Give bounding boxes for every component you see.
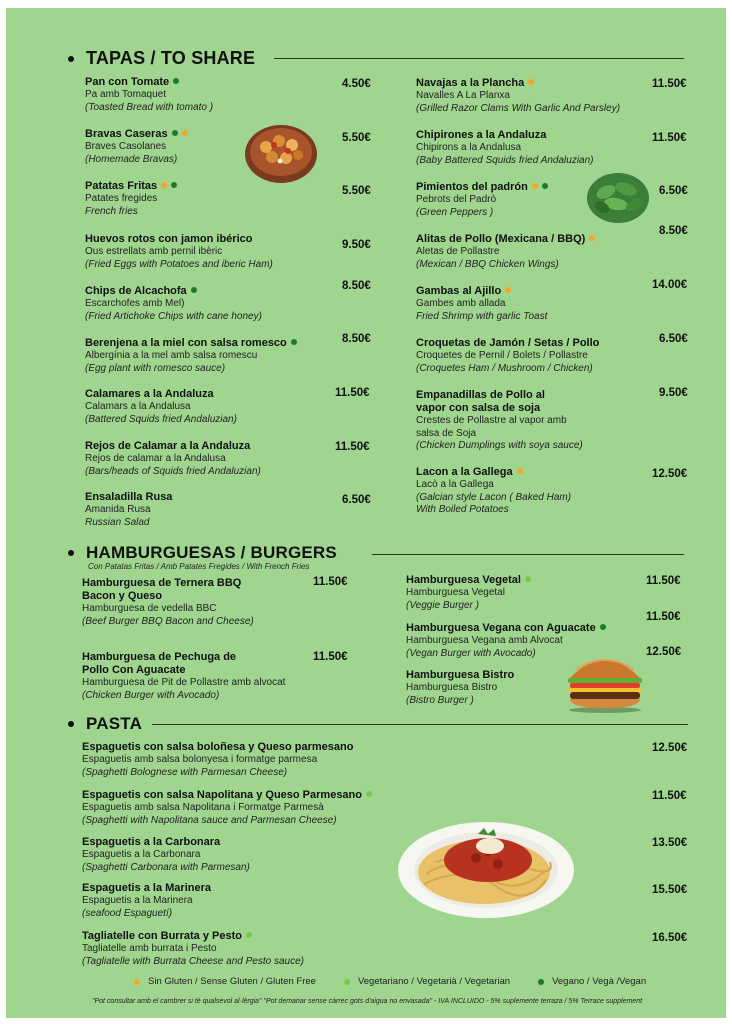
item-english: (Mexican / BBQ Chicken Wings) [416, 258, 559, 270]
item-catalan: Albergínia a la mel amb salsa romescu [85, 350, 258, 361]
pasta-section-header [68, 714, 142, 734]
menu-item [85, 285, 335, 323]
vegetarian-icon [366, 791, 372, 797]
item-name-text: Hamburguesa Vegetal [406, 574, 521, 586]
item-english: (Grilled Razor Clams With Garlic And Parsley) [416, 102, 621, 114]
item-english: (Baby Battered Squids fried Andaluzian) [416, 154, 594, 166]
vegetarian-icon [525, 576, 531, 582]
legend-vegetarian [344, 976, 510, 987]
item-catalan-line2: salsa de Soja [416, 427, 477, 439]
tapas-title: TAPAS / TO SHARE [86, 48, 256, 68]
item-price: 11.50€ [652, 790, 687, 802]
item-name-line2: Pollo Con Aguacate [82, 664, 186, 676]
item-name-text: Gambas al Ajillo [416, 285, 502, 297]
burgers-subtitle: Con Patatas Fritas / Amb Patates Fregides / With French Fries [88, 562, 310, 571]
item-english: (Spaghetti with Napolitana sauce and Parmesan Cheese) [82, 814, 337, 826]
gluten-free-icon [517, 468, 523, 474]
legend-gluten-free-label: Sin Gluten / Sense Gluten / Gluten Free [148, 976, 316, 987]
burgers-section-header [68, 543, 337, 563]
section-divider [274, 58, 684, 59]
item-name [416, 285, 656, 298]
item-price: 8.50€ [342, 333, 371, 345]
menu-item [406, 669, 566, 707]
item-catalan: Lacò a la Gallega [416, 479, 494, 490]
item-catalan: Espaguetis a la Marinera [82, 895, 193, 906]
item-english: (Spaghetti Bolognese with Parmesan Cheese) [82, 766, 288, 778]
gluten-free-icon [134, 979, 140, 985]
item-name [406, 574, 646, 587]
item-price: 12.50€ [652, 742, 688, 754]
item-catalan: Hamburguesa de vedella BBC [82, 603, 217, 614]
bullet-icon [68, 721, 74, 727]
menu-item [82, 836, 382, 874]
item-catalan: Tagliatelle amb burrata i Pesto [82, 943, 217, 954]
item-catalan: Rejos de calamar a la Andalusa [85, 453, 226, 464]
item-name-text: Navajas a la Plancha [416, 77, 525, 89]
menu-item [416, 129, 656, 167]
item-english: (Galcian style Lacon ( Baked Ham) [416, 491, 572, 503]
menu-item [416, 466, 656, 517]
item-price: 12.50€ [652, 468, 688, 480]
item-catalan: Hamburguesa Vegetal [406, 587, 505, 598]
item-price: 5.50€ [342, 132, 371, 144]
item-english: (Vegan Burger with Avocado) [406, 647, 536, 659]
item-english: (Homemade Bravas) [85, 153, 178, 165]
item-name: Huevos rotos con jamon ibérico [85, 233, 253, 245]
item-name: Hamburguesa Bistro [406, 669, 515, 681]
item-price: 14.00€ [652, 279, 688, 291]
menu-item [85, 233, 335, 271]
item-name: Empanadillas de Pollo al [416, 389, 545, 401]
menu-item [85, 337, 345, 375]
menu-item [416, 285, 656, 323]
gluten-free-icon [505, 287, 511, 293]
gluten-free-icon [182, 130, 188, 136]
gluten-free-icon [528, 79, 534, 85]
item-catalan: Gambes amb allada [416, 298, 506, 309]
item-catalan: Patates fregides [85, 193, 158, 204]
item-name: Espaguetis a la Carbonara [82, 836, 221, 848]
padron-peppers-photo [586, 172, 650, 229]
item-english: (Bistro Burger ) [406, 694, 474, 706]
gluten-free-icon [532, 183, 538, 189]
item-name [85, 76, 335, 89]
item-name: Rejos de Calamar a la Andaluza [85, 440, 251, 452]
item-english: (seafood Espaguetí) [82, 907, 173, 919]
item-name [82, 930, 402, 943]
item-catalan: Hamburguesa Bistro [406, 682, 498, 693]
item-name [406, 622, 646, 635]
menu-item [416, 77, 656, 115]
item-english: (Battered Squids fried Andaluzian) [85, 413, 237, 425]
vegan-icon [171, 182, 177, 188]
item-catalan: Espaguetis amb salsa Napolitana i Formatge Parmesà [82, 802, 324, 813]
item-name-line2: vapor con salsa de soja [416, 402, 541, 414]
item-price: 11.50€ [313, 576, 348, 588]
item-price: 15.50€ [652, 884, 688, 896]
item-price: 11.50€ [335, 441, 370, 453]
item-name-text: Tagliatelle con Burrata y Pesto [82, 930, 242, 942]
item-price: 9.50€ [342, 239, 371, 251]
item-catalan: Pa amb Tomaquet [85, 89, 166, 100]
item-catalan: Hamburguesa de Pit de Pollastre amb alvocat [82, 677, 286, 688]
item-name: Espaguetis con salsa boloñesa y Queso parmesano [82, 741, 354, 753]
item-catalan: Escarchofes amb Mel) [85, 298, 185, 309]
item-english: French fries [85, 205, 138, 217]
vegan-icon [191, 287, 197, 293]
menu-item [82, 741, 482, 779]
bullet-icon [68, 550, 74, 556]
item-name [85, 285, 335, 298]
item-name-text: Alitas de Pollo (Mexicana / BBQ) [416, 233, 586, 245]
item-name [82, 789, 502, 802]
section-divider [152, 724, 688, 725]
vegetarian-icon [344, 979, 350, 985]
item-name: Chipirones a la Andaluza [416, 129, 547, 141]
item-catalan: Croquetes de Pernil / Bolets / Pollastre [416, 350, 588, 361]
item-english-line2: With Boiled Potatoes [416, 504, 509, 515]
item-catalan: Pebrots del Padrò [416, 194, 497, 205]
menu-item [82, 651, 342, 702]
item-name-text: Chips de Alcachofa [85, 285, 187, 297]
item-name-text: Lacon a la Gallega [416, 466, 513, 478]
item-name [416, 77, 656, 90]
gluten-free-icon [161, 182, 167, 188]
vegan-icon [538, 979, 544, 985]
item-english: (Tagliatelle with Burrata Cheese and Pesto sauce) [82, 955, 304, 967]
menu-item [82, 577, 322, 628]
section-divider [372, 554, 684, 555]
item-catalan: Chipirons a la Andalusa [416, 142, 522, 153]
item-catalan: Espaguetis amb salsa bolonyesa i formatge parmesa [82, 754, 318, 765]
item-price: 6.50€ [659, 185, 688, 197]
menu-item [82, 930, 402, 968]
item-price: 4.50€ [342, 78, 371, 90]
item-english: (Toasted Bread with tomato ) [85, 101, 214, 113]
item-catalan: Amanida Rusa [85, 504, 151, 515]
item-catalan: Navalles A La Planxa [416, 90, 510, 101]
item-price: 11.50€ [646, 575, 681, 587]
menu-item [416, 337, 656, 375]
item-catalan: Ous estrellats amb pernil ibèric [85, 246, 223, 257]
menu-item [416, 233, 656, 271]
item-catalan: Calamars a la Andalusa [85, 401, 191, 412]
burger-photo [562, 648, 648, 719]
item-english: Fried Shrimp with garlic Toast [416, 310, 548, 322]
item-english: (Beef Burger BBQ Bacon and Cheese) [82, 615, 254, 627]
item-price: 8.50€ [659, 225, 688, 237]
item-name-text: Patatas Fritas [85, 180, 158, 192]
menu-item [82, 882, 382, 920]
item-price: 9.50€ [659, 387, 688, 399]
item-name: Calamares a la Andaluza [85, 388, 214, 400]
spaghetti-photo [396, 814, 576, 925]
bullet-icon [68, 56, 74, 62]
item-price: 6.50€ [659, 333, 688, 345]
item-price: 5.50€ [342, 185, 371, 197]
legend-gluten-free [134, 976, 316, 987]
item-name: Croquetas de Jamón / Setas / Pollo [416, 337, 600, 349]
gluten-free-icon [589, 235, 595, 241]
vegan-icon [542, 183, 548, 189]
legend-vegan-label: Vegano / Vegà /Vegan [552, 976, 647, 987]
item-name: Hamburguesa de Ternera BBQ [82, 577, 242, 589]
footer-note: "Pot consultar amb el cambrer si tè qualsevol al·lèrgia" "Pot demanar sense càrrec gots d'aigua no envasada" - IVA INCLUIDO - 5% suplemente terraza / 5% Terrace supplement [92, 998, 643, 1005]
menu-item [85, 491, 335, 529]
item-english: (Croquetes Ham / Mushroom / Chicken) [416, 362, 593, 374]
legend-vegetarian-label: Vegetariano / Vegetarià / Vegetarian [357, 976, 511, 987]
item-name: Espaguetis a la Marinera [82, 882, 211, 894]
vegan-icon [172, 130, 178, 136]
item-english: (Bars/heads of Squids fried Andaluzian) [85, 465, 261, 477]
tapas-section-header [68, 48, 255, 69]
item-price: 16.50€ [652, 932, 688, 944]
bravas-photo [244, 123, 318, 190]
item-name [85, 337, 345, 350]
legend-vegan [538, 976, 646, 987]
item-english: (Green Peppers ) [416, 206, 494, 218]
item-name-text: Pan con Tomate [85, 76, 170, 88]
item-price: 13.50€ [652, 837, 688, 849]
item-english: (Egg plant with romesco sauce) [85, 362, 226, 374]
menu-item [85, 440, 335, 478]
burgers-title: HAMBURGUESAS / BURGERS [86, 543, 337, 562]
item-english: Russian Salad [85, 516, 150, 528]
vegetarian-icon [246, 932, 252, 938]
item-english: (Chicken Burger with Avocado) [82, 689, 220, 701]
item-name-text: Pimientos del padrón [416, 181, 528, 193]
item-catalan: Aletas de Pollastre [416, 246, 500, 257]
item-name: Hamburguesa de Pechuga de [82, 651, 237, 663]
item-price: 11.50€ [313, 651, 348, 663]
item-english: (Spaghetti Carbonara with Parmesan) [82, 861, 250, 873]
item-price: 8.50€ [342, 280, 371, 292]
item-name-text: Berenjena a la miel con salsa romesco [85, 337, 287, 349]
vegan-icon [291, 339, 297, 345]
item-name-text: Hamburguesa Vegana con Aguacate [406, 622, 596, 634]
menu-sheet [6, 8, 726, 1018]
pasta-title: PASTA [86, 714, 143, 733]
vegan-icon [600, 624, 606, 630]
item-price: 6.50€ [342, 494, 371, 506]
item-catalan: Braves Casolanes [85, 141, 167, 152]
menu-item [416, 389, 656, 453]
item-name: Ensaladilla Rusa [85, 491, 173, 503]
menu-item [85, 76, 335, 114]
item-price: 12.50€ [646, 646, 682, 658]
item-english: (Fried Artichoke Chips with cane honey) [85, 310, 262, 322]
item-name [416, 233, 656, 246]
item-english: (Veggie Burger ) [406, 599, 479, 611]
diet-legend [134, 976, 674, 987]
item-price: 11.50€ [652, 132, 687, 144]
item-catalan: Crestes de Pollastre al vapor amb [416, 415, 567, 426]
item-name-text: Bravas Caseras [85, 128, 168, 140]
item-name-text: Espaguetis con salsa Napolitana y Queso Parmesano [82, 789, 362, 801]
item-english: (Chicken Dumplings with soya sauce) [416, 440, 583, 451]
item-price: 11.50€ [652, 78, 687, 90]
item-price: 11.50€ [335, 387, 370, 399]
vegan-icon [173, 78, 179, 84]
item-catalan: Hamburguesa Vegana amb Alvocat [406, 635, 563, 646]
item-name [416, 466, 656, 479]
item-catalan: Espaguetis a la Carbonara [82, 849, 201, 860]
menu-item [406, 574, 646, 612]
item-name-line2: Bacon y Queso [82, 590, 163, 602]
menu-item [85, 388, 335, 426]
item-english: (Fried Eggs with Potatoes and iberic Ham) [85, 258, 273, 270]
item-price: 11.50€ [646, 611, 681, 623]
